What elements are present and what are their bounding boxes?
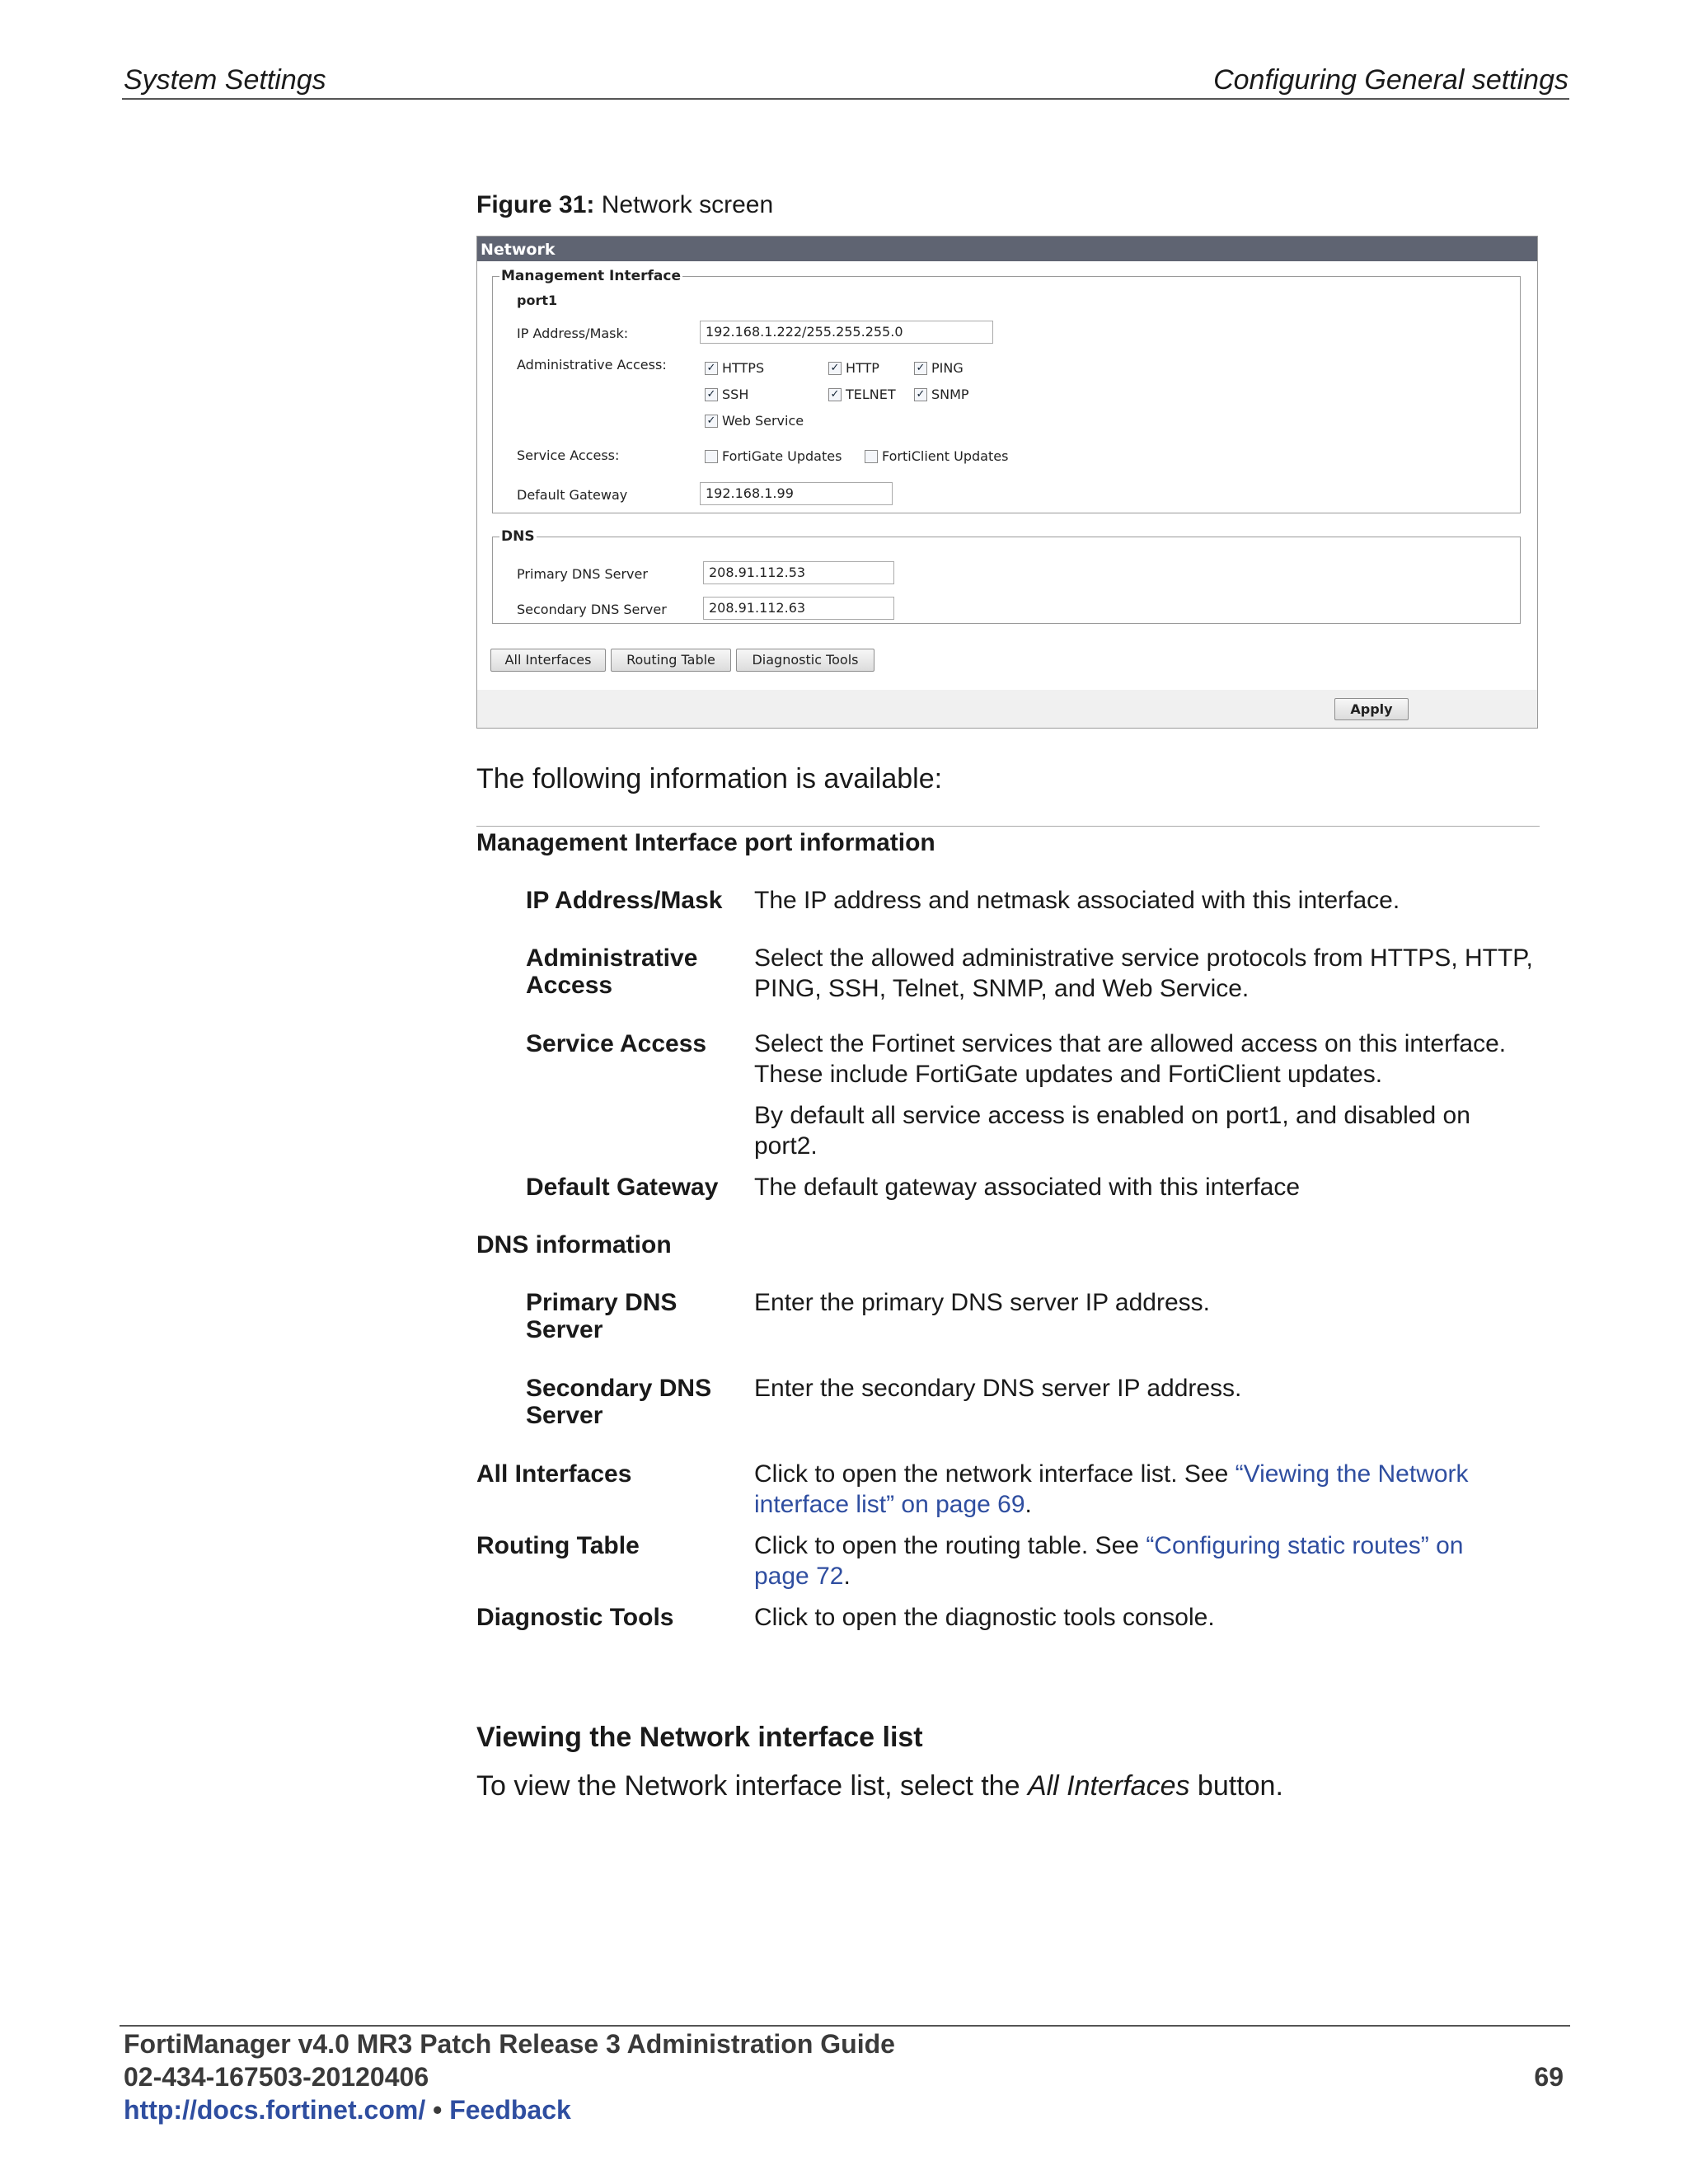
- admin-access-label: Administrative Access:: [517, 357, 667, 373]
- checkbox-check-icon: ✓: [705, 362, 718, 375]
- primary-dns-term-line2: Server: [526, 1316, 603, 1343]
- https-checkbox[interactable]: [705, 360, 764, 376]
- footer-bullet: •: [425, 2095, 450, 2125]
- diagnostic-tools-desc: Click to open the diagnostic tools console.: [754, 1604, 1215, 1631]
- diagnostic-tools-button[interactable]: Diagnostic Tools: [736, 649, 874, 672]
- section-heading: Viewing the Network interface list: [476, 1722, 923, 1753]
- service-desc-line1: Select the Fortinet services that are allowed access on this interface.: [754, 1030, 1507, 1057]
- service-desc-line2: These include FortiGate updates and FortiClient updates.: [754, 1061, 1383, 1088]
- secondary-dns-label: Secondary DNS Server: [517, 602, 667, 617]
- checkbox-check-icon: ✓: [914, 362, 927, 375]
- routing-table-term: Routing Table: [476, 1532, 640, 1559]
- figure-caption-text: Network screen: [601, 191, 774, 218]
- routing-table-desc-line2: [754, 1561, 851, 1591]
- checkbox-check-icon: ✓: [705, 415, 718, 428]
- header-topic-title: Configuring General settings: [1213, 64, 1568, 96]
- viewing-network-link[interactable]: “Viewing the Network: [1235, 1460, 1469, 1488]
- intro-text: The following information is available:: [476, 763, 943, 794]
- https-label: HTTPS: [722, 360, 765, 376]
- ssh-checkbox[interactable]: [705, 387, 748, 402]
- port-name: port1: [517, 293, 558, 308]
- footer-divider: [120, 2025, 1570, 2027]
- section-body-end: button.: [1189, 1770, 1283, 1802]
- service-access-label: Service Access:: [517, 448, 620, 463]
- checkbox-empty-icon: [705, 450, 718, 463]
- forticlient-updates-checkbox[interactable]: [865, 448, 1008, 464]
- all-interfaces-term: All Interfaces: [476, 1460, 632, 1488]
- secondary-dns-desc: Enter the secondary DNS server IP address.: [754, 1375, 1242, 1402]
- section-body-text: To view the Network interface list, select the: [476, 1770, 1028, 1802]
- ip-term: IP Address/Mask: [526, 887, 723, 914]
- ping-checkbox[interactable]: [914, 360, 964, 376]
- footer-doc-id: 02-434-167503-20120406: [124, 2062, 429, 2092]
- service-desc-line4: port2.: [754, 1132, 818, 1160]
- telnet-label: TELNET: [846, 387, 896, 402]
- network-screen-figure: [476, 236, 1538, 729]
- primary-dns-input[interactable]: 208.91.112.53: [703, 561, 894, 584]
- dns-info-heading: DNS information: [476, 1231, 672, 1258]
- gateway-desc: The default gateway associated with this interface: [754, 1174, 1301, 1201]
- table-top-rule: [476, 826, 1540, 827]
- admin-desc-line1: Select the allowed administrative service protocols from HTTPS, HTTP,: [754, 944, 1533, 972]
- fortigate-updates-checkbox[interactable]: [705, 448, 842, 464]
- service-term: Service Access: [526, 1030, 707, 1057]
- checkbox-check-icon: ✓: [828, 388, 842, 401]
- apply-button[interactable]: Apply: [1334, 698, 1409, 720]
- web-service-checkbox[interactable]: [705, 413, 804, 429]
- http-label: HTTP: [846, 360, 879, 376]
- ip-address-input[interactable]: 192.168.1.222/255.255.255.0: [700, 321, 993, 344]
- telnet-checkbox[interactable]: [828, 387, 896, 402]
- footer-guide-title: FortiManager v4.0 MR3 Patch Release 3 Administration Guide: [124, 2029, 895, 2059]
- management-interface-legend: Management Interface: [501, 268, 681, 284]
- all-interfaces-desc-line1: [754, 1459, 1469, 1489]
- default-gateway-input[interactable]: 192.168.1.99: [700, 482, 893, 505]
- section-body: [476, 1770, 1283, 1802]
- header-divider: [122, 98, 1569, 100]
- web-service-label: Web Service: [722, 413, 804, 429]
- gateway-term: Default Gateway: [526, 1174, 719, 1201]
- section-body-emphasis: All Interfaces: [1027, 1770, 1190, 1802]
- http-checkbox[interactable]: [828, 360, 879, 376]
- static-routes-link-cont[interactable]: page 72: [754, 1563, 844, 1590]
- forticlient-updates-label: FortiClient Updates: [882, 448, 1009, 464]
- primary-dns-label: Primary DNS Server: [517, 566, 648, 582]
- routing-table-desc-line1: [754, 1530, 1464, 1561]
- all-interfaces-desc-line2: [754, 1489, 1032, 1520]
- ssh-label: SSH: [722, 387, 749, 402]
- dns-legend: DNS: [501, 528, 535, 545]
- network-panel-title: Network: [477, 237, 1537, 261]
- admin-desc-line2: PING, SSH, Telnet, SNMP, and Web Service.: [754, 975, 1250, 1002]
- service-desc-line3: By default all service access is enabled on port1, and disabled on: [754, 1102, 1470, 1129]
- diagnostic-tools-term: Diagnostic Tools: [476, 1604, 674, 1631]
- checkbox-empty-icon: [865, 450, 878, 463]
- routing-table-desc-text: Click to open the routing table. See: [754, 1532, 1146, 1559]
- primary-dns-desc: Enter the primary DNS server IP address.: [754, 1289, 1210, 1316]
- ping-label: PING: [931, 360, 964, 376]
- snmp-checkbox[interactable]: [914, 387, 969, 402]
- viewing-network-link-cont[interactable]: interface list” on page 69: [754, 1491, 1025, 1518]
- static-routes-link[interactable]: “Configuring static routes” on: [1146, 1532, 1464, 1559]
- footer-links: [124, 2095, 571, 2125]
- secondary-dns-term-line1: Secondary DNS: [526, 1375, 712, 1402]
- page-number: 69: [1534, 2062, 1564, 2092]
- secondary-dns-term-line2: Server: [526, 1402, 603, 1429]
- default-gateway-label: Default Gateway: [517, 487, 628, 503]
- docs-link[interactable]: http://docs.fortinet.com/: [124, 2095, 426, 2125]
- checkbox-check-icon: ✓: [914, 388, 927, 401]
- mgmt-info-heading: Management Interface port information: [476, 829, 935, 856]
- secondary-dns-input[interactable]: 208.91.112.63: [703, 597, 894, 620]
- management-interface-group: [492, 268, 1521, 513]
- primary-dns-term-line1: Primary DNS: [526, 1289, 678, 1316]
- header-section-title: System Settings: [124, 64, 326, 96]
- admin-term-line2: Access: [526, 972, 613, 999]
- snmp-label: SNMP: [931, 387, 969, 402]
- all-interfaces-button[interactable]: All Interfaces: [490, 649, 606, 672]
- period: .: [843, 1563, 851, 1590]
- fortigate-updates-label: FortiGate Updates: [722, 448, 842, 464]
- figure-label: Figure 31:: [476, 191, 595, 218]
- routing-table-button[interactable]: Routing Table: [611, 649, 731, 672]
- ip-desc: The IP address and netmask associated with this interface.: [754, 887, 1400, 914]
- checkbox-check-icon: ✓: [828, 362, 842, 375]
- all-interfaces-desc-text: Click to open the network interface list. See: [754, 1460, 1236, 1488]
- ip-address-label: IP Address/Mask:: [517, 326, 629, 341]
- figure-caption: [476, 191, 773, 219]
- feedback-link[interactable]: Feedback: [449, 2095, 571, 2125]
- period: .: [1025, 1491, 1032, 1518]
- checkbox-check-icon: ✓: [705, 388, 718, 401]
- admin-term-line1: Administrative: [526, 944, 698, 972]
